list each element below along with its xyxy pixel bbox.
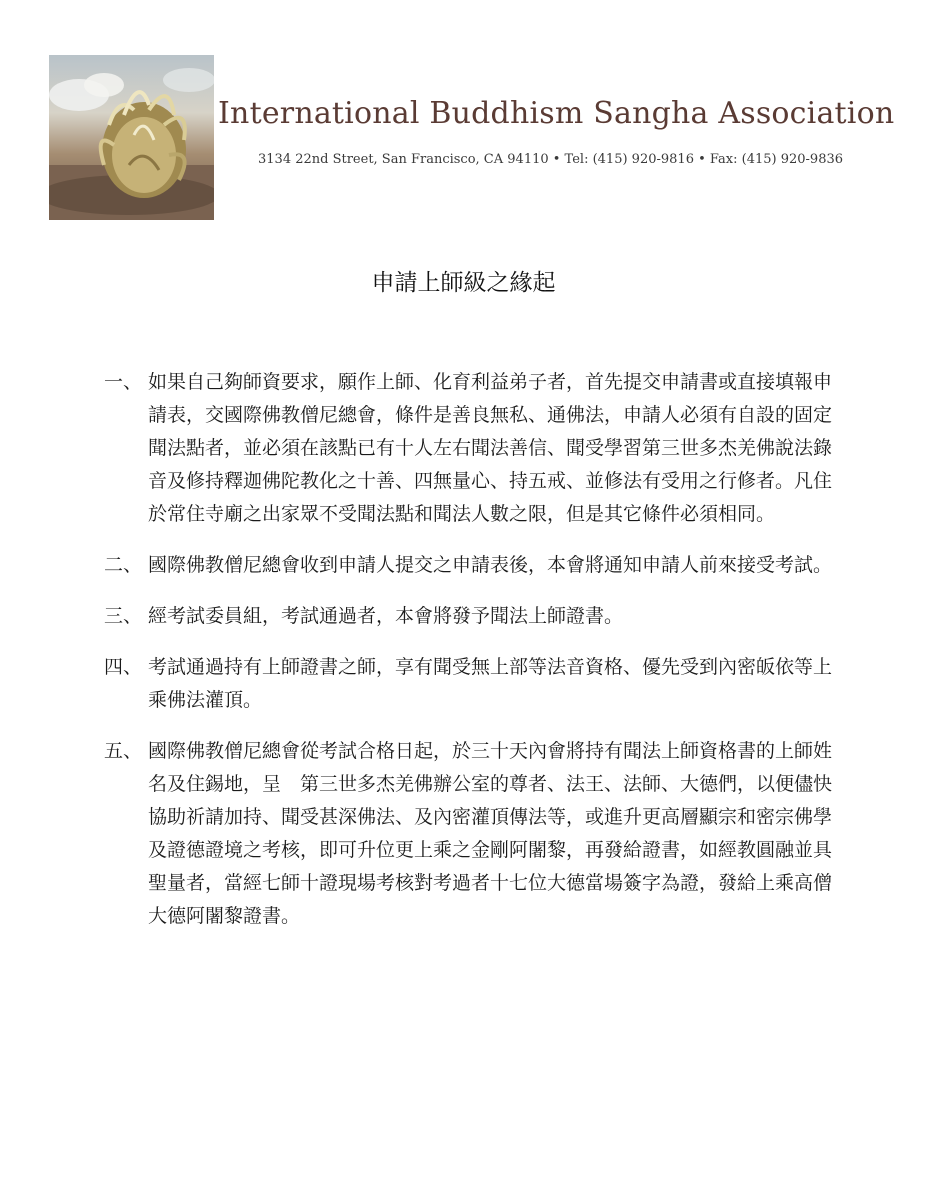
item-list (104, 366, 844, 951)
list-item (104, 735, 844, 933)
document-title: 申請上師級之緣起 (371, 270, 556, 296)
item-text: 經考試委員組，考試通過者，本會將發予聞法上師證書。 (148, 605, 624, 627)
item-text: 國際佛教僧尼總會收到申請人提交之申請表後，本會將通知申請人前來接受考試。 (148, 554, 833, 576)
item-number: 三、 (104, 605, 143, 627)
item-number: 一、 (104, 371, 143, 393)
list-item (104, 366, 844, 531)
list-item (104, 549, 844, 582)
list-item (104, 600, 844, 633)
item-number: 二、 (104, 554, 143, 576)
item-number: 四、 (104, 656, 143, 678)
list-item (104, 651, 844, 717)
organization-address: 3134 22nd Street, San Francisco, CA 94110 • Tel: (415) 920-9816 • Fax: (415) 920-9836 (258, 152, 844, 167)
item-text: 如果自己夠師資要求，願作上師、化育利益弟子者，首先提交申請書或直接填報申請表，交國際佛教僧尼總會，條件是善良無私、通佛法，申請人必須有自設的固定聞法點者，並必須在該點已有十人左右聞法善信、聞受學習第三世多杰羌佛說法錄音及修持釋迦佛陀教化之十善、四無量心、持五戒、並修法有受用之行修者。凡住於常住寺廟之出家眾不受聞法點和聞法人數之限，但是其它條件必須相同。 (148, 371, 833, 525)
item-number: 五、 (104, 740, 143, 762)
item-text: 國際佛教僧尼總會從考試合格日起，於三十天內會將持有聞法上師資格書的上師姓名及住錫地，呈 第三世多杰羌佛辦公室的尊者、法王、法師、大德們，以便儘快協助祈請加持、聞受甚深佛法、及內密灌頂傳法等，或進升更高層顯宗和密宗佛學及證德證境之考核，即可升位更上乘之金剛阿闍黎，再發給證書，如經教圓融並具聖量者，當經七師十證現場考核對考過者十七位大德當場簽字為證，發給上乘高僧大德阿闍黎證書。 (148, 740, 833, 927)
organization-name: International Buddhism Sangha Association (218, 96, 895, 131)
item-text: 考試通過持有上師證書之師，享有聞受無上部等法音資格、優先受到內密皈依等上乘佛法灌頂。 (148, 656, 833, 711)
logo-image (49, 55, 214, 220)
plant-photo-icon (49, 55, 214, 220)
